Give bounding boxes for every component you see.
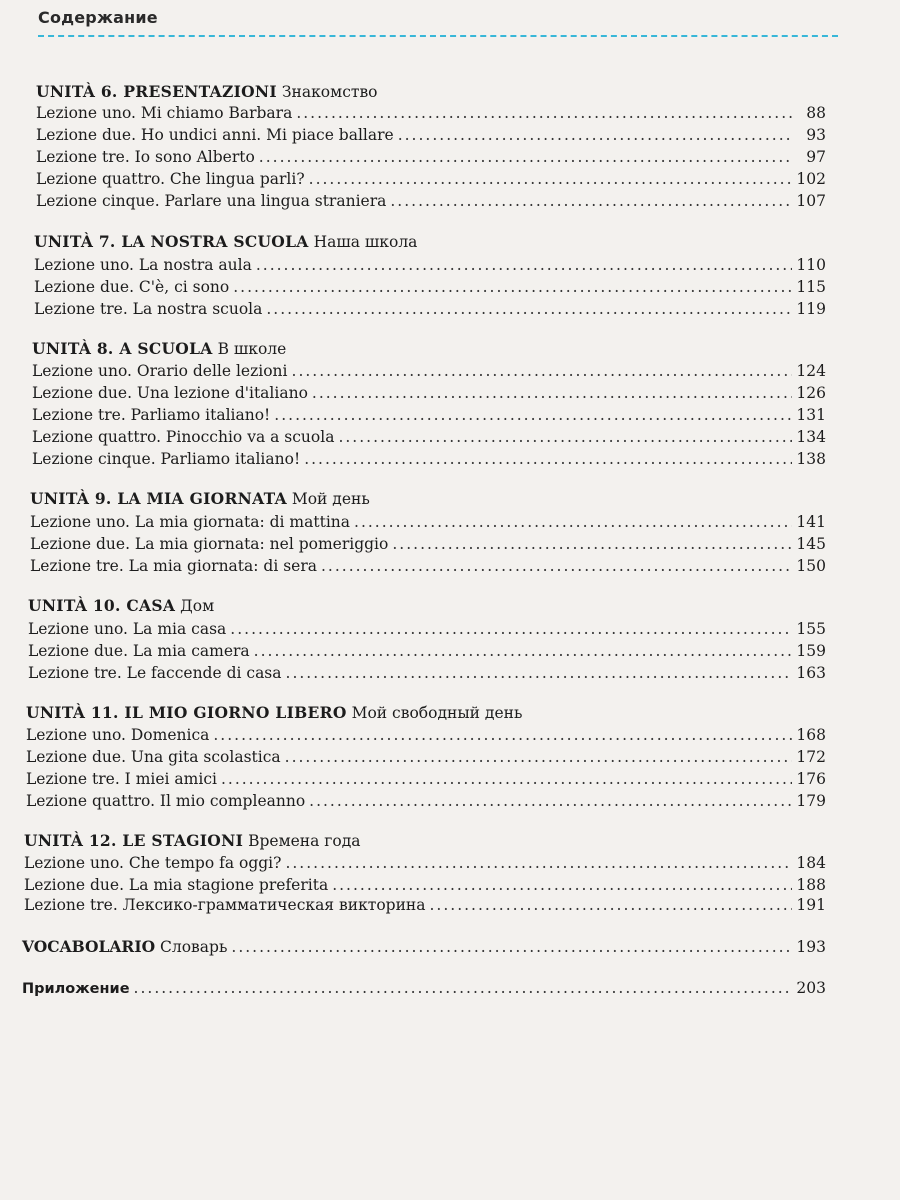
unit-heading bbox=[26, 703, 522, 723]
entry-label: Lezione tre. La mia giornata: di sera bbox=[30, 557, 317, 575]
toc-entry[interactable] bbox=[26, 725, 826, 745]
entry-label: Lezione uno. Orario delle lezioni bbox=[32, 362, 288, 380]
leader-dots bbox=[309, 791, 792, 811]
toc-entry[interactable] bbox=[30, 534, 826, 554]
toc-entry[interactable] bbox=[36, 147, 826, 167]
entry-label: Приложение bbox=[22, 981, 130, 997]
entry-page: 176 bbox=[796, 770, 826, 788]
unit-heading bbox=[28, 596, 214, 616]
entry-label: Lezione quattro. Pinocchio va a scuola bbox=[32, 428, 335, 446]
leader-dots bbox=[296, 103, 792, 123]
entry-page: 126 bbox=[796, 384, 826, 402]
entry-page: 115 bbox=[796, 278, 826, 296]
toc-entry[interactable] bbox=[36, 191, 826, 211]
leader-dots bbox=[312, 383, 792, 403]
toc-entry[interactable] bbox=[26, 769, 826, 789]
leader-dots bbox=[254, 641, 792, 661]
unit-title-russian: Дом bbox=[180, 597, 215, 615]
unit-title-russian: Знакомство bbox=[281, 83, 378, 101]
entry-page: 193 bbox=[796, 938, 826, 956]
unit-title-italian: UNITÀ 9. LA MIA GIORNATA bbox=[30, 489, 287, 508]
entry-page: 119 bbox=[796, 300, 826, 318]
unit-heading bbox=[32, 339, 286, 359]
leader-dots bbox=[354, 512, 792, 532]
leader-dots bbox=[398, 125, 792, 145]
leader-dots bbox=[230, 619, 792, 639]
toc-entry[interactable] bbox=[34, 299, 826, 319]
toc-entry[interactable] bbox=[36, 169, 826, 189]
entry-label: Lezione uno. La mia casa bbox=[28, 620, 227, 638]
unit-title-italian: UNITÀ 8. A SCUOLA bbox=[32, 339, 213, 358]
toc-entry[interactable] bbox=[28, 619, 826, 639]
entry-page: 141 bbox=[796, 513, 826, 531]
leader-dots bbox=[134, 978, 792, 998]
entry-label: Lezione cinque. Parlare una lingua straniera bbox=[36, 192, 387, 210]
entry-page: 88 bbox=[806, 104, 826, 122]
entry-label: Lezione uno. Domenica bbox=[26, 726, 210, 744]
toc-entry[interactable] bbox=[32, 383, 826, 403]
entry-page: 168 bbox=[796, 726, 826, 744]
leader-dots bbox=[231, 937, 792, 957]
leader-dots bbox=[233, 277, 792, 297]
vocabulary-title-italian: VOCABOLARIO bbox=[22, 937, 156, 956]
entry-label: Lezione uno. Che tempo fa oggi? bbox=[24, 854, 282, 872]
unit-title-italian: UNITÀ 11. IL MIO GIORNO LIBERO bbox=[26, 703, 347, 722]
entry-page: 107 bbox=[796, 192, 826, 210]
entry-page: 163 bbox=[796, 664, 826, 682]
entry-page: 155 bbox=[796, 620, 826, 638]
unit-title-italian: UNITÀ 6. PRESENTAZIONI bbox=[36, 82, 277, 101]
leader-dots bbox=[392, 534, 792, 554]
toc-entry[interactable] bbox=[28, 641, 826, 661]
entry-label: Lezione quattro. Il mio compleanno bbox=[26, 792, 306, 810]
entry-page: 145 bbox=[796, 535, 826, 553]
leader-dots bbox=[266, 299, 792, 319]
entry-label: Lezione tre. I miei amici bbox=[26, 770, 217, 788]
leader-dots bbox=[221, 769, 792, 789]
toc-entry[interactable] bbox=[34, 255, 826, 275]
toc-entry[interactable] bbox=[24, 895, 826, 915]
leader-dots bbox=[390, 191, 792, 211]
unit-title-italian: UNITÀ 10. CASA bbox=[28, 596, 176, 615]
toc-entry-appendix[interactable] bbox=[22, 978, 826, 999]
entry-page: 93 bbox=[806, 126, 826, 144]
entry-label: Lezione due. Una gita scolastica bbox=[26, 748, 281, 766]
entry-label: Lezione due. C'è, ci sono bbox=[34, 278, 230, 296]
toc-entry[interactable] bbox=[24, 875, 826, 895]
entry-label: Lezione uno. La nostra aula bbox=[34, 256, 252, 274]
entry-label: Lezione due. Ho undici anni. Mi piace ballare bbox=[36, 126, 394, 144]
unit-title-russian: Мой день bbox=[291, 490, 370, 508]
leader-dots bbox=[430, 895, 793, 915]
leader-dots bbox=[321, 556, 792, 576]
unit-title-russian: Мой свободный день bbox=[351, 704, 523, 722]
entry-label: Lezione tre. Parliamo italiano! bbox=[32, 406, 271, 424]
unit-title-italian: UNITÀ 12. LE STAGIONI bbox=[24, 831, 244, 850]
leader-dots bbox=[286, 663, 792, 683]
leader-dots bbox=[332, 875, 792, 895]
entry-label: Lezione tre. Le faccende di casa bbox=[28, 664, 282, 682]
unit-title-russian: В школе bbox=[217, 340, 287, 358]
entry-label: Lezione tre. Лексико-грамматическая викторина bbox=[24, 896, 426, 914]
toc-entry[interactable] bbox=[30, 512, 826, 532]
entry-label: Lezione cinque. Parliamo italiano! bbox=[32, 450, 301, 468]
entry-page: 184 bbox=[796, 854, 826, 872]
entry-label: Lezione due. Una lezione d'italiano bbox=[32, 384, 308, 402]
toc-entry[interactable] bbox=[30, 556, 826, 576]
entry-label: Lezione uno. La mia giornata: di mattina bbox=[30, 513, 351, 531]
page-title: Содержание bbox=[38, 8, 158, 27]
toc-entry[interactable] bbox=[24, 853, 826, 873]
toc-entry[interactable] bbox=[36, 125, 826, 145]
toc-entry[interactable] bbox=[32, 361, 826, 381]
entry-label: Lezione tre. La nostra scuola bbox=[34, 300, 263, 318]
toc-entry[interactable] bbox=[36, 103, 826, 123]
leader-dots bbox=[274, 405, 792, 425]
toc-entry[interactable] bbox=[32, 427, 826, 447]
toc-entry[interactable] bbox=[34, 277, 826, 297]
entry-page: 124 bbox=[796, 362, 826, 380]
leader-dots bbox=[259, 147, 792, 167]
entry-label: Lezione due. La mia giornata: nel pomeriggio bbox=[30, 535, 389, 553]
entry-page: 97 bbox=[806, 148, 826, 166]
leader-dots bbox=[309, 169, 792, 189]
entry-page: 159 bbox=[796, 642, 826, 660]
unit-heading bbox=[34, 232, 417, 252]
unit-title-italian: UNITÀ 7. LA NOSTRA SCUOLA bbox=[34, 232, 309, 251]
toc-entry[interactable] bbox=[32, 449, 826, 469]
unit-heading bbox=[30, 489, 370, 509]
toc-entry[interactable] bbox=[26, 791, 826, 811]
entry-page: 203 bbox=[796, 979, 826, 997]
unit-heading bbox=[36, 82, 378, 102]
entry-page: 191 bbox=[796, 896, 826, 914]
leader-dots bbox=[304, 449, 792, 469]
entry-label: Lezione due. La mia camera bbox=[28, 642, 250, 660]
toc-entry[interactable] bbox=[32, 405, 826, 425]
toc-entry-vocabulary[interactable] bbox=[22, 937, 826, 957]
leader-dots bbox=[213, 725, 792, 745]
unit-heading bbox=[24, 831, 361, 851]
entry-page: 188 bbox=[796, 876, 826, 894]
unit-title-russian: Времена года bbox=[248, 832, 361, 850]
entry-page: 172 bbox=[796, 748, 826, 766]
entry-page: 110 bbox=[796, 256, 826, 274]
leader-dots bbox=[338, 427, 792, 447]
entry-page: 131 bbox=[796, 406, 826, 424]
leader-dots bbox=[285, 747, 792, 767]
leader-dots bbox=[292, 361, 792, 381]
entry-label: Lezione quattro. Che lingua parli? bbox=[36, 170, 305, 188]
entry-page: 134 bbox=[796, 428, 826, 446]
unit-title-russian: Наша школа bbox=[313, 233, 418, 251]
toc-entry[interactable] bbox=[28, 663, 826, 683]
entry-page: 102 bbox=[796, 170, 826, 188]
entry-label: Lezione due. La mia stagione preferita bbox=[24, 876, 329, 894]
entry-page: 138 bbox=[796, 450, 826, 468]
leader-dots bbox=[256, 255, 792, 275]
entry-page: 150 bbox=[796, 557, 826, 575]
entry-page: 179 bbox=[796, 792, 826, 810]
entry-label bbox=[22, 937, 227, 957]
vocabulary-title-russian: Словарь bbox=[160, 938, 228, 956]
toc-entry[interactable] bbox=[26, 747, 826, 767]
entry-label: Lezione uno. Mi chiamo Barbara bbox=[36, 104, 293, 122]
leader-dots bbox=[285, 853, 792, 873]
entry-label: Lezione tre. Io sono Alberto bbox=[36, 148, 255, 166]
